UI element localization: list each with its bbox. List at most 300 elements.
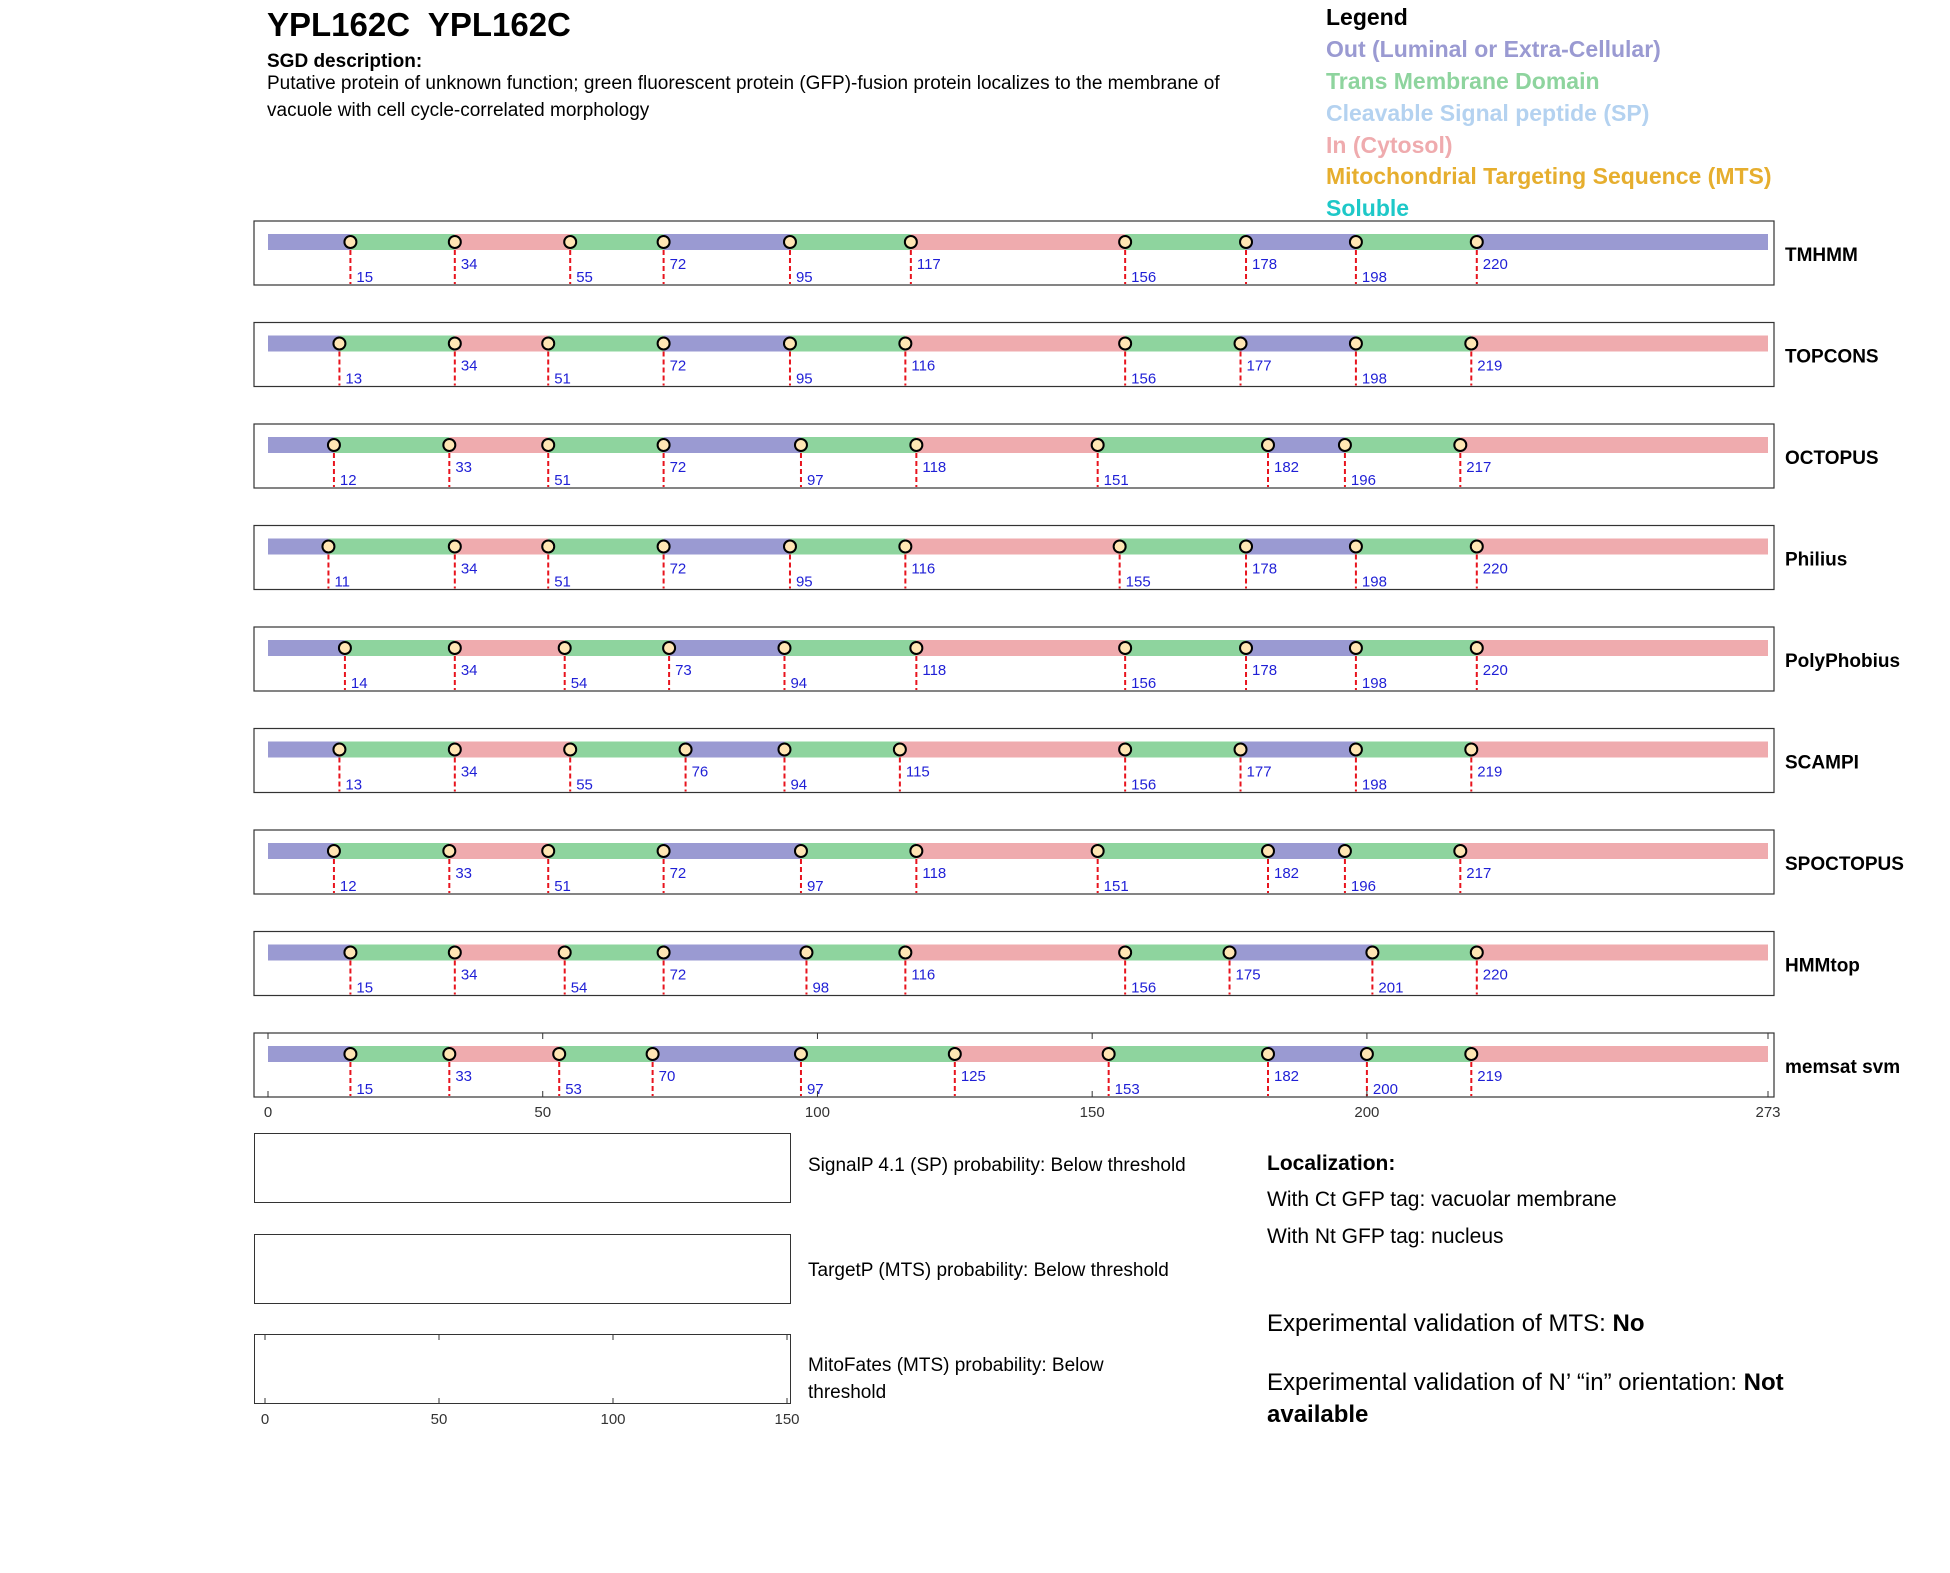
segment-tm [328,539,454,555]
boundary-marker [333,744,345,756]
boundary-label: 116 [911,966,936,984]
boundary-marker [1361,1048,1373,1060]
boundary-label: 220 [1482,662,1508,679]
boundary-marker [344,947,356,959]
boundary-label: 115 [905,763,930,781]
boundary-label: 156 [1131,269,1157,286]
track-frame [254,729,1774,793]
boundary-marker [784,541,796,553]
track-frame [254,830,1774,894]
boundary-marker [658,541,670,553]
boundary-label: 178 [1252,256,1278,273]
prob-tick-label: 100 [600,1411,626,1428]
boundary-marker [1224,947,1236,959]
mts-validation [1267,1308,1827,1340]
boundary-marker [1350,541,1362,553]
method-label: OCTOPUS [1785,448,1879,469]
boundary-label: 33 [455,865,473,882]
boundary-marker [949,1048,961,1060]
method-label: TOPCONS [1785,346,1879,368]
boundary-marker [1119,744,1131,756]
boundary-marker [899,541,911,553]
boundary-marker [658,338,670,350]
boundary-label: 72 [669,966,687,984]
legend-title: Legend [1326,4,1408,30]
segment-in [455,336,548,352]
boundary-marker [910,439,922,451]
boundary-label: 95 [795,370,813,388]
segment-tm [350,234,454,250]
boundary-label: 33 [455,459,473,476]
boundary-marker [910,845,922,857]
boundary-label: 13 [345,370,363,388]
segment-tm [1345,843,1460,859]
boundary-marker [559,947,571,959]
boundary-label: 151 [1103,878,1129,895]
boundary-label: 94 [790,675,808,692]
boundary-label: 220 [1482,966,1508,984]
segment-tm [1125,742,1240,758]
method-label: memsat svm [1785,1057,1901,1078]
boundary-label: 182 [1274,459,1300,476]
boundary-marker [564,744,576,756]
boundary-marker [443,845,455,857]
track-frame [254,221,1774,285]
segment-tm [1098,843,1268,859]
boundary-label: 72 [669,357,687,375]
boundary-marker [1465,744,1477,756]
boundary-label: 217 [1466,865,1492,882]
boundary-marker [1092,439,1104,451]
boundary-label: 33 [455,1068,473,1085]
x-tick-label: 200 [1354,1104,1380,1121]
method-label: TMHMM [1785,245,1858,266]
boundary-marker [905,236,917,248]
method-label: SPOCTOPUS [1785,854,1904,875]
boundary-marker [542,338,554,350]
boundary-label: 53 [565,1081,582,1098]
track-frame [254,323,1774,387]
segment-in [955,1046,1109,1062]
boundary-label: 95 [795,269,813,286]
boundary-label: 72 [669,560,687,578]
boundary-label: 198 [1361,776,1387,794]
segment-tm [548,336,663,352]
mts-validation-label: Experimental validation of MTS: [1267,1310,1613,1337]
segment-tm [350,1046,449,1062]
boundary-marker [1262,845,1274,857]
boundary-marker [680,744,692,756]
boundary-marker [800,947,812,959]
legend-item-mts: Mitochondrial Targeting Sequence (MTS) [1326,163,1772,189]
boundary-label: 116 [911,357,936,375]
boundary-marker [564,236,576,248]
x-tick-label: 150 [1079,1104,1105,1121]
boundary-label: 156 [1131,979,1157,997]
segment-out [1268,843,1345,859]
segment-in [911,234,1125,250]
segment-out [1246,234,1356,250]
boundary-marker [784,236,796,248]
boundary-marker [322,541,334,553]
boundary-label: 220 [1482,256,1508,273]
boundary-marker [333,338,345,350]
boundary-marker [899,947,911,959]
segment-tm [570,234,663,250]
boundary-marker [1119,947,1131,959]
segment-out [268,336,339,352]
segment-in [455,945,565,961]
legend-item-out: Out (Luminal or Extra-Cellular) [1326,36,1661,62]
x-tick-label: 0 [263,1104,273,1121]
boundary-marker [1240,541,1252,553]
segment-in [1477,539,1768,555]
segment-tm [1356,336,1471,352]
segment-tm [1372,945,1476,961]
legend-item-soluble: Soluble [1326,195,1410,221]
boundary-label: 177 [1246,357,1272,375]
segment-in [455,742,570,758]
boundary-label: 15 [356,979,374,997]
sgd-description-label: SGD description: [267,51,423,72]
boundary-marker [1119,338,1131,350]
boundary-marker [1235,744,1247,756]
segment-in [900,742,1125,758]
segment-in [455,539,548,555]
segment-out [664,234,790,250]
segment-tm [790,234,911,250]
boundary-marker [553,1048,565,1060]
boundary-label: 51 [554,878,571,895]
segment-in [1477,640,1768,656]
boundary-label: 11 [334,573,351,591]
track-frame [254,526,1774,590]
boundary-marker [658,236,670,248]
prob-tick-label: 50 [430,1411,448,1428]
boundary-label: 177 [1246,763,1272,781]
boundary-marker [542,845,554,857]
track-frame [254,627,1774,691]
boundary-label: 219 [1477,1068,1503,1085]
track-frame [254,1033,1774,1097]
method-label: SCAMPI [1785,752,1859,774]
segment-tm [1098,437,1268,453]
boundary-label: 198 [1361,370,1387,388]
segment-in [449,1046,559,1062]
segment-in [1471,742,1768,758]
boundary-label: 70 [658,1068,676,1085]
segment-tm [1356,742,1471,758]
boundary-label: 94 [790,776,808,794]
boundary-marker [1103,1048,1115,1060]
segment-in [1471,336,1768,352]
boundary-label: 34 [460,256,478,273]
segment-tm [548,843,663,859]
boundary-marker [663,642,675,654]
localization-nt: With Nt GFP tag: nucleus [1267,1225,1504,1248]
mts-validation-value: No [1612,1310,1645,1337]
boundary-marker [344,236,356,248]
boundary-marker [1092,845,1104,857]
boundary-label: 55 [576,776,593,794]
boundary-marker [1339,439,1351,451]
boundary-label: 97 [806,878,824,895]
segment-in [1477,945,1768,961]
boundary-marker [658,845,670,857]
segment-tm [1120,539,1246,555]
boundary-marker [1471,541,1483,553]
segment-out [664,945,807,961]
segment-out [1477,234,1768,250]
boundary-marker [559,642,571,654]
segment-out [669,640,784,656]
boundary-label: 178 [1252,662,1278,679]
segment-tm [334,437,449,453]
boundary-label: 73 [675,662,692,679]
x-tick-label: 50 [534,1104,552,1121]
prob-tick-label: 0 [260,1411,270,1428]
segment-out [268,640,345,656]
segment-out [268,539,328,555]
method-label: Philius [1785,549,1848,571]
boundary-label: 198 [1361,675,1387,692]
segment-out [664,437,801,453]
boundary-marker [1465,1048,1477,1060]
segment-tm [1125,234,1246,250]
boundary-label: 219 [1477,763,1503,781]
boundary-label: 153 [1114,1081,1140,1098]
boundary-label: 151 [1103,472,1129,489]
boundary-marker [1262,439,1274,451]
boundary-label: 97 [806,472,824,489]
boundary-marker [1366,947,1378,959]
segment-in [905,945,1125,961]
x-tick-label: 100 [804,1104,830,1121]
prob-tick-label: 150 [774,1411,800,1428]
boundary-marker [795,439,807,451]
segment-tm [565,945,664,961]
boundary-marker [1454,439,1466,451]
boundary-label: 12 [339,472,357,489]
boundary-label: 34 [460,763,478,781]
boundary-label: 196 [1350,472,1376,489]
boundary-marker [1471,642,1483,654]
page-title: YPL162C YPL162C [267,6,571,43]
boundary-marker [443,439,455,451]
boundary-marker [910,642,922,654]
segment-tm [345,640,455,656]
segment-in [916,843,1097,859]
boundary-marker [449,338,461,350]
segment-tm [1109,1046,1268,1062]
segment-tm [1125,945,1229,961]
boundary-marker [899,338,911,350]
boundary-label: 34 [460,966,478,984]
boundary-marker [339,642,351,654]
segment-in [449,437,548,453]
segment-in [455,234,570,250]
segment-tm [790,336,905,352]
boundary-label: 201 [1378,979,1404,997]
boundary-marker [1240,236,1252,248]
segment-out [268,1046,350,1062]
segment-out [664,539,790,555]
boundary-marker [795,845,807,857]
boundary-label: 118 [922,865,947,882]
segment-tm [1367,1046,1471,1062]
boundary-label: 13 [345,776,363,794]
boundary-label: 178 [1252,560,1278,578]
legend-item-sp: Cleavable Signal peptide (SP) [1326,100,1650,126]
boundary-label: 182 [1274,1068,1300,1085]
segment-tm [570,742,685,758]
boundary-label: 118 [922,459,947,476]
boundary-marker [449,744,461,756]
boundary-label: 34 [460,662,478,679]
segment-out [268,843,334,859]
segment-tm [334,843,449,859]
segment-out [664,843,801,859]
boundary-marker [658,947,670,959]
segment-out [653,1046,801,1062]
legend-item-tm: Trans Membrane Domain [1326,68,1600,94]
segment-tm [801,843,916,859]
boundary-marker [894,744,906,756]
boundary-marker [1262,1048,1274,1060]
boundary-label: 14 [350,675,368,692]
boundary-label: 51 [554,472,571,489]
segment-in [1460,437,1768,453]
boundary-marker [542,541,554,553]
boundary-marker [328,439,340,451]
boundary-label: 34 [460,357,478,375]
signalp-label: SignalP 4.1 (SP) probability: Below threshold [808,1155,1186,1176]
segment-out [268,742,339,758]
segment-tm [1125,336,1240,352]
boundary-marker [1465,338,1477,350]
segment-out [1241,336,1356,352]
orientation-validation [1267,1367,1827,1431]
segment-tm [1345,437,1460,453]
segment-tm [559,1046,652,1062]
boundary-label: 54 [570,675,588,692]
targetp-label: TargetP (MTS) probability: Below threshold [808,1260,1169,1281]
boundary-marker [1119,642,1131,654]
boundary-label: 198 [1361,573,1387,591]
boundary-marker [1350,744,1362,756]
signalp-panel [254,1133,791,1203]
segment-in [449,843,548,859]
boundary-marker [778,642,790,654]
boundary-label: 72 [669,256,687,273]
boundary-label: 220 [1482,560,1508,578]
boundary-marker [1471,947,1483,959]
boundary-label: 117 [916,256,941,273]
boundary-marker [1119,236,1131,248]
boundary-marker [1339,845,1351,857]
segment-tm [548,539,663,555]
boundary-label: 15 [356,269,374,286]
track-frame [254,932,1774,996]
boundary-label: 217 [1466,459,1492,476]
targetp-panel [254,1234,791,1304]
boundary-marker [658,439,670,451]
track-frame [254,424,1774,488]
segment-tm [548,437,663,453]
segment-in [1471,1046,1768,1062]
boundary-marker [443,1048,455,1060]
segment-in [905,336,1125,352]
method-label: PolyPhobius [1785,651,1901,672]
boundary-marker [647,1048,659,1060]
mitofates-label: MitoFates (MTS) probability: Below threshold [808,1355,1104,1403]
boundary-marker [1350,338,1362,350]
segment-out [686,742,785,758]
segment-out [1246,539,1356,555]
mitofates-panel [254,1334,791,1404]
boundary-label: 12 [339,878,357,895]
boundary-marker [328,845,340,857]
segment-tm [565,640,669,656]
boundary-label: 15 [356,1081,374,1098]
segment-tm [784,742,899,758]
boundary-marker [1350,642,1362,654]
localization-title: Localization: [1267,1152,1396,1175]
segment-tm [806,945,905,961]
boundary-marker [778,744,790,756]
segment-out [1230,945,1373,961]
segment-tm [339,336,454,352]
boundary-label: 76 [691,763,709,781]
boundary-marker [542,439,554,451]
boundary-label: 97 [806,1081,824,1098]
boundary-marker [449,541,461,553]
segment-in [916,640,1125,656]
orientation-validation-value: Not available [1267,1369,1784,1428]
segment-tm [1125,640,1246,656]
segment-tm [801,1046,955,1062]
segment-tm [790,539,905,555]
boundary-marker [449,947,461,959]
segment-in [1460,843,1768,859]
localization-ct: With Ct GFP tag: vacuolar membrane [1267,1188,1617,1211]
boundary-label: 156 [1131,675,1157,692]
boundary-label: 95 [795,573,813,591]
boundary-label: 156 [1131,370,1157,388]
segment-out [664,336,790,352]
boundary-label: 51 [554,573,571,591]
boundary-label: 54 [570,979,588,997]
boundary-marker [449,642,461,654]
boundary-label: 196 [1350,878,1376,895]
boundary-marker [784,338,796,350]
segment-tm [1356,539,1477,555]
segment-out [1241,742,1356,758]
x-tick-label: 273 [1755,1104,1781,1121]
boundary-marker [795,1048,807,1060]
segment-out [268,234,350,250]
boundary-label: 72 [669,459,687,476]
boundary-label: 34 [460,560,478,578]
boundary-marker [1235,338,1247,350]
sgd-description-text: Putative protein of unknown function; green fluorescent protein (GFP)-fusion protein localizes to the membrane of vacuole with cell cycle-correlated morphology [267,73,1220,121]
boundary-label: 125 [960,1068,986,1085]
boundary-label: 116 [911,560,936,578]
segment-out [268,437,334,453]
segment-out [1268,1046,1367,1062]
segment-out [1246,640,1356,656]
legend-item-in: In (Cytosol) [1326,132,1453,158]
